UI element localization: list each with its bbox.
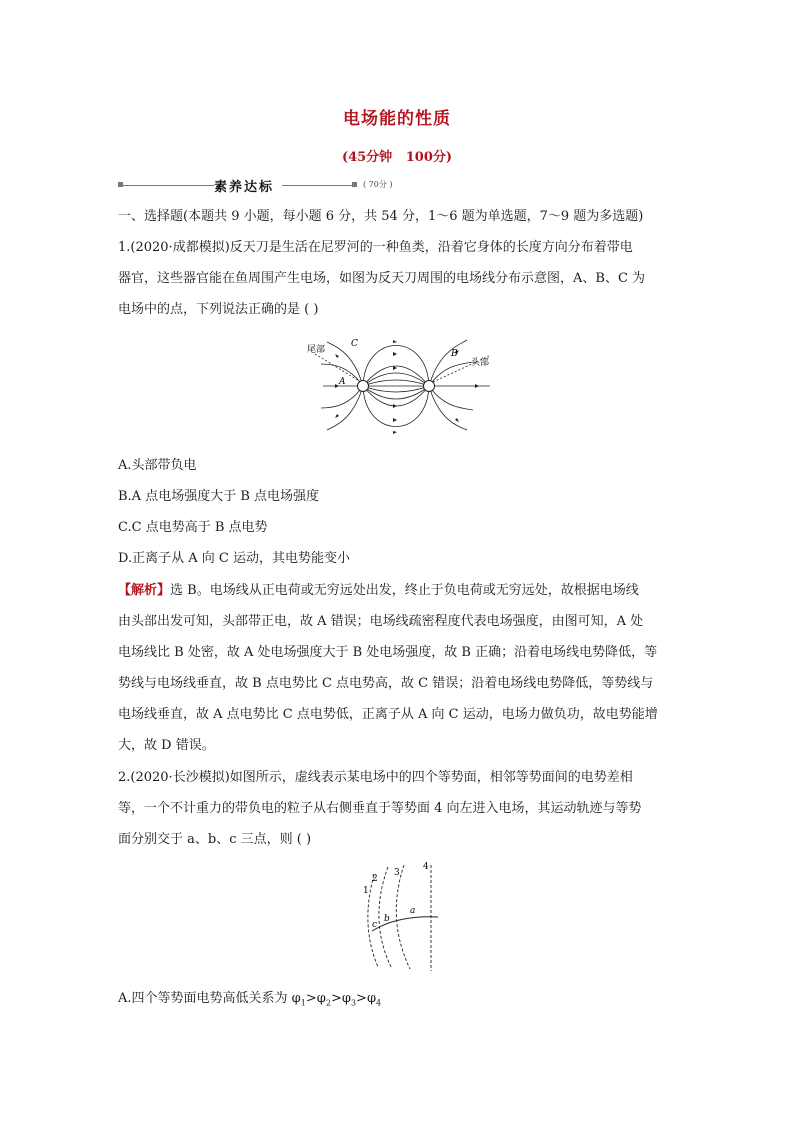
option-d: D.正离子从 A 向 C 运动，其电势能变小 <box>118 551 350 566</box>
field-lines-figure <box>305 332 505 434</box>
label-head: 头部 <box>471 358 490 368</box>
equipotential-figure <box>358 855 444 973</box>
label-surface-1: 1 <box>363 886 369 896</box>
label-point-b: b <box>384 914 390 924</box>
label-surface-4: 4 <box>423 862 429 872</box>
divider-line <box>122 185 214 186</box>
analysis-tag: 【解析】 <box>118 583 171 598</box>
divider-line <box>282 185 352 186</box>
label-tail: 尾部 <box>307 345 326 355</box>
question-1-analysis: 【解析】选 B。电场线从正电荷或无穷远处出发，终止于负电荷或无穷远处，故根据电场线 由头部出发可知，头部带正电，故 A 错误；电场线疏密程度代表电场强度，由图可知，A 处 电场线比 B 处密，故 A 处电场强度大于 B 处电场强度，故 B 正确；沿着电场线电势降低，等 势线与电场线垂直，故 B 点电势比 C 点电势高，故 C 错误；沿着电场线电势降低，等势线与 电场线垂直，故 A 点电势比 C 点电势低，正离子从 A 向 C 运动，电场力做负功，故电势能增 大，故 D 错误。 <box>118 583 658 753</box>
bullet-square-icon <box>352 182 357 187</box>
part-heading: 一、选择题(本题共 9 小题，每小题 6 分，共 54 分，1～6 题为单选题，7～9 题为多选题) <box>118 209 644 224</box>
section-header <box>118 176 418 194</box>
label-point-c: c <box>372 920 378 930</box>
section-points: ( 70分 ) <box>363 180 393 189</box>
label-point-a: a <box>410 906 416 916</box>
label-point-b: B <box>451 349 458 359</box>
section-label: 素养达标 <box>214 180 275 195</box>
label-surface-2: 2 <box>372 874 378 884</box>
option-a: A.头部带负电 <box>118 458 197 473</box>
label-surface-3: 3 <box>394 868 400 878</box>
question-2-stem: 2.(2020·长沙模拟)如图所示，虚线表示某电场中的四个等势面，相邻等势面间的电势差相 等，一个不计重力的带负电的粒子从右侧垂直于等势面 4 向左进入电场，其运动轨迹与等势 面分别交于 a、b、c 三点，则 ( ) <box>118 770 642 847</box>
question-2-option-a: A.四个等势面电势高低关系为 $\varphi_1>\varphi_2>\varphi_3>\varphi_4$ <box>118 991 382 1008</box>
option-c: C.C 点电势高于 B 点电势 <box>118 520 268 535</box>
label-point-c: C <box>351 339 358 349</box>
question-1-options <box>118 450 688 574</box>
page-subtitle: (45分钟 100分) <box>341 150 453 165</box>
option-b: B.A 点电场强度大于 B 点电场强度 <box>118 489 320 504</box>
page-title: 电场能的性质 <box>343 109 451 129</box>
question-1-stem: 1.(2020·成都模拟)反天刀是生活在尼罗河的一种鱼类，沿着它身体的长度方向分布着带电 器官，这些器官能在鱼周围产生电场，如图为反天刀周围的电场线分布示意图，A、B、C 为 电场中的点，下列说法正确的是 ( ) <box>118 240 646 317</box>
label-point-a: A <box>339 377 346 387</box>
